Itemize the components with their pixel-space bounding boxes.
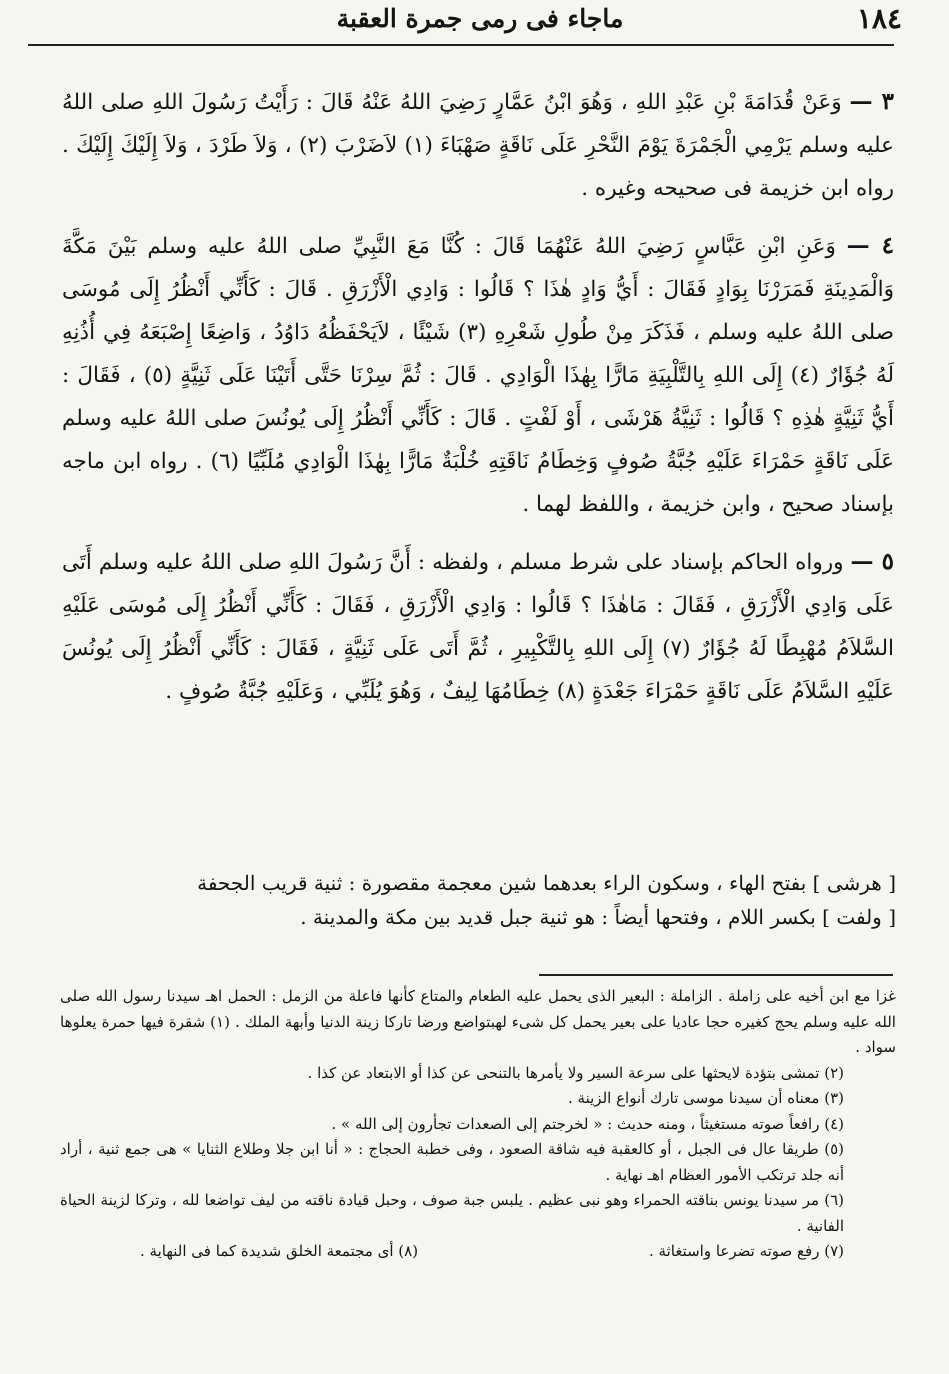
hadith-text: وَعَنْ قُدَامَةَ بْنِ عَبْدِ اللهِ ، وَهُوَ ابْنُ عَمَّارٍ رَضِيَ اللهُ عَنْهُ قَالَ : رَأَيْتُ رَسُولَ اللهِ صلى اللهُ عليه وسلم يَرْمِي الْجَمْرَةَ يَوْمَ النَّحْرِ عَلَى نَاقَةٍ صَهْبَاءَ (١) لاَضَرْبَ (٢) ، وَلاَ طَرْدَ ، وَلاَ إِلَيْكَ إِلَيْكَ . رواه ابن خزيمة فى صحيحه وغيره . [62,90,894,201]
footnote-5: (٥) طريقا عال فى الجبل ، أو كالعقبة فيه شاقة الصعود ، وفى خطبة الحجاج : « أنا ابن جلا وطلاع الثنايا » هى جمع ثنية ، أراد أنه جلد ترتكب الأمور العظام اهـ نهاية . [60,1140,844,1184]
footnote-1: (١) شقرة فيها حمرة يعلوها سواد . [60,1012,896,1056]
hadith-text: ورواه الحاكم بإسناد على شرط مسلم ، ولفظه : أَنَّ رَسُولَ اللهِ صلى اللهُ عليه وسلم أَتَى عَلَى وَادِي الْأَزْرَقِ ، فَقَالَ : مَاهٰذَا ؟ قَالُوا : وَادِي الْأَزْرَقِ ، فَقَالَ : كَأَنِّي أَنْظُرُ إِلَى مُوسَى عَلَيْهِ السَّلاَمُ مُهْبِطًا لَهُ جُؤَارٌ (٧) إِلَى اللهِ بِالتَّكْبِيرِ ، ثُمَّ أَتَى عَلَى ثَنِيَّةٍ ، فَقَالَ : كَأَنِّي أَنْظُرُ إِلَى يُونُسَ عَلَيْهِ السَّلاَمُ عَلَى نَاقَةٍ حَمْرَاءَ جَعْدَةٍ (٨) خِطَامُهَا لِيفٌ ، وَهُوَ يُلَبِّي ، وَعَلَيْهِ جُبَّةُ صُوفٍ . [62,550,894,704]
footnote-3: (٣) معناه أن سيدنا موسى تارك أنواع الزينة . [568,1089,844,1107]
footnote-8: (٨) أى مجتمعة الخلق شديدة كما فى النهاية . [140,1242,419,1260]
hadith-paragraph-4 [62,224,894,526]
hadith-text: وَعَنِ ابْنِ عَبَّاسٍ رَضِيَ اللهُ عَنْهُمَا قَالَ : كُنَّا مَعَ النَّبِيِّ صلى اللهُ عليه وسلم بَيْنَ مَكَّةَ وَالْمَدِينَةِ فَمَرَرْنَا بِوَادٍ فَقَالَ : أَيُّ وَادٍ هٰذَا ؟ قَالُوا : وَادِي الْأَزْرَقِ . قَالَ : كَأَنِّي أَنْظُرُ إِلَى مُوسَى صلى اللهُ عليه وسلم ، فَذَكَرَ مِنْ طُولِ شَعْرِهِ (٣) شَيْئًا ، لاَيَحْفَظُهُ دَاوُدُ ، وَاضِعًا إِصْبَعَهُ فِي أُذُنِهِ لَهُ جُؤَارٌ (٤) إِلَى اللهِ بِالتَّلْبِيَةِ مَارًّا بِهٰذَا الْوَادِي . قَالَ : ثُمَّ سِرْنَا حَتَّى أَتَيْنَا عَلَى ثَنِيَّةٍ (٥) ، فَقَالَ : أَيُّ ثَنِيَّةٍ هٰذِهِ ؟ قَالُوا : ثَنِيَّةُ هَرْشَى ، أَوْ لَفْتٍ . قَالَ : كَأَنِّي أَنْظُرُ إِلَى يُونُسَ صلى اللهُ عليه وسلم عَلَى نَاقَةٍ حَمْرَاءَ عَلَيْهِ جُبَّةُ صُوفٍ وَخِطَامُ نَاقَتِهِ خُلْبَةٌ مَارًّا بِهٰذَا الْوَادِي مُلَبِّيًا (٦) . رواه ابن ماجه بإسناد صحيح ، وابن خزيمة ، واللفظ لهما . [62,234,895,517]
footnote-continuation [60,984,896,1061]
running-title: ماجاء فى رمى جمرة العقبة [336,4,624,33]
footnote-6: (٦) مر سيدنا يونس بناقته الحمراء وهو نبى عظيم . يلبس جبة صوف ، وحبل قيادة ناقته من ليف تواضعا لله ، وتركا لزينة الحياة الفانية . [60,1191,844,1235]
page-number: ١٨٤ [856,2,902,35]
header-rule [28,44,894,46]
gloss-line: [ ولفت ] بكسر اللام ، وفتحها أيضاً : هو ثنية جبل قديد بين مكة والمدينة . [300,905,896,929]
gloss-line: [ هرشى ] بفتح الهاء ، وسكون الراء بعدهما شين معجمة مقصورة : ثنية قريب الجحفة [197,871,896,895]
hadith-paragraph-5 [62,540,894,713]
footnote-2: (٢) تمشى بتؤدة لايحثها على سرعة السير ولا يأمرها بالتنحى عن كذا أو الابتعاد عن كذا . [307,1063,844,1082]
footnote-text: غزا مع ابن أخيه على زاملة . الزاملة : البعير الذى يحمل عليه الطعام والمتاع كأنها فاعلة من الزمل : الحمل اهـ سيدنا رسول الله صلى الله عليه وسلم يحج كغيره حجا عاديا على بعير يحمل كل شىء لهبتواضع ورضا تاركا زينة الدنيا وأبهة الملك . [60,987,896,1031]
gloss-section [90,866,896,934]
main-text [62,80,894,727]
footnote-rule [539,974,893,976]
footnote-4: (٤) رافعاً صوته مستغيثاً ، ومنه حديث : « لخرجتم إلى الصعدات تجأرون إلى الله » . [331,1114,844,1133]
page-header [40,0,920,46]
hadith-paragraph-3 [62,80,894,210]
hadith-number: ٤ — [846,232,894,259]
hadith-number: ٣ — [849,88,894,115]
footnote-7: (٧) رفع صوته تضرعا واستغاثة . [649,1242,844,1260]
footnotes [60,984,896,1265]
footnote-row-7-8 [60,1239,896,1265]
hadith-number: ٥ — [850,548,894,575]
